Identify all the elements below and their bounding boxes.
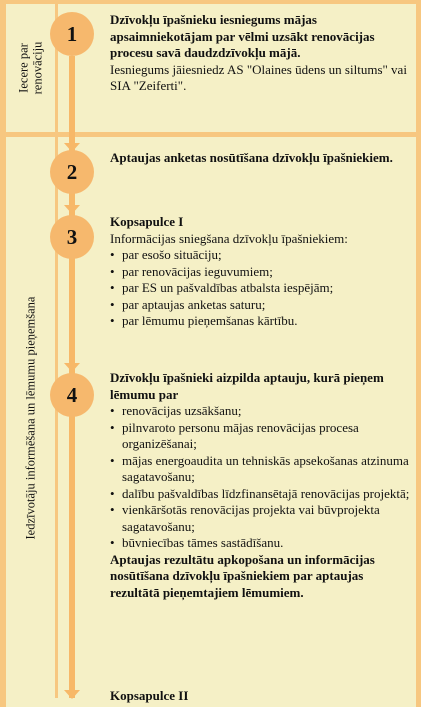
step-title: Kopsapulce I (110, 214, 184, 229)
list-item: • par esošo situāciju; (110, 247, 410, 264)
list-item: • par renovācijas ieguvumiem; (110, 264, 410, 281)
step-text: Informācijas sniegšana dzīvokļu īpašniekiem: (110, 230, 348, 246)
step-title: Dzīvokļu īpašnieki aizpilda aptauju, kurā pieņem lēmumu par (110, 370, 384, 402)
phase-label-idea: Iecere par renovāciju (16, 41, 44, 95)
list-item: • par lēmumu pieņemšanas kārtību. (110, 313, 410, 330)
flow-arrow (64, 205, 80, 214)
step-text: Iesniegums jāiesniedz AS "Olaines ūdens un siltums" vai SIA "Zeiferti". (110, 61, 407, 93)
step-bullet-list (110, 247, 410, 330)
step-2 (110, 150, 410, 167)
step-title: Aptaujas anketas nosūtīšana dzīvokļu īpašniekiem. (110, 150, 393, 165)
step-number-badge: 2 (50, 150, 94, 194)
step-4 (110, 370, 410, 601)
list-item: • vienkāršotās renovācijas projekta vai būvprojekta sagatavošanu; (110, 502, 410, 535)
list-item: • par ES un pašvaldības atbalsta iespējām; (110, 280, 410, 297)
list-item: • renovācijas uzsākšanu; (110, 403, 410, 420)
step-3 (110, 214, 410, 330)
step-number-badge: 3 (50, 215, 94, 259)
list-item: • mājas energoaudita un tehniskās apsekošanas atzinuma sagatavošanu; (110, 453, 410, 486)
step-1 (110, 12, 410, 95)
list-item: • pilnvaroto personu mājas renovācijas procesa organizēšanai; (110, 420, 410, 453)
flow-arrow (64, 363, 80, 372)
step-footer: Aptaujas rezultātu apkopošana un informācijas nosūtīšana dzīvokļu īpašniekiem par aptaujas rezultātā pieņemtajiem lēmumiem. (110, 551, 375, 600)
step-number-badge: 4 (50, 373, 94, 417)
step-number-badge: 1 (50, 12, 94, 56)
list-item: • būvniecības tāmes sastādīšanu. (110, 535, 410, 552)
step-bullet-list (110, 403, 410, 552)
list-item: • par aptaujas anketas saturu; (110, 297, 410, 314)
step-title: Kopsapulce II (110, 688, 189, 703)
phase-label-information: Iedzīvotāju informēšana un lēmumu pieņemšana (23, 296, 38, 539)
step-title: Dzīvokļu īpašnieku iesniegums mājas apsaimniekotājam par vēlmi uzsākt renovācijas procesu savā daudzdzīvokļu mājā. (110, 12, 375, 60)
list-item: • dalību pašvaldības līdzfinansētajā renovācijas projektā; (110, 486, 410, 503)
step-5 (110, 688, 410, 705)
